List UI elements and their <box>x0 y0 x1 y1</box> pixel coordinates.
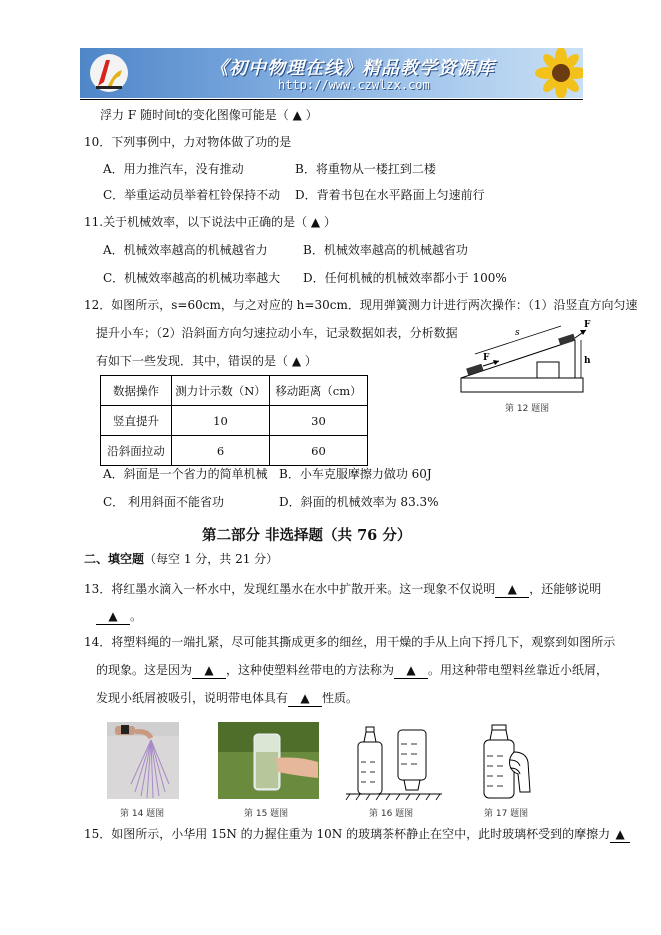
q13-text: 13．将红墨水滴入一杯水中，发现红墨水在水中扩散开来。这一现象不仅说明 <box>84 582 496 596</box>
q12-stem-2: 提升小车；（2）沿斜面方向匀速拉动小车，记录数据如表，分析数据 <box>96 326 458 340</box>
fig12-f-bottom-label: F <box>483 353 490 363</box>
q14-text: 。用这种带电塑料丝靠近小纸屑， <box>428 663 609 677</box>
figure-15-photo <box>218 722 319 799</box>
figure-16-caption: 第 16 题图 <box>369 809 414 819</box>
q14-blank-2[interactable]: ▲ <box>394 662 428 679</box>
q11-option-b: B．机械效率越高的机械越省功 <box>303 243 468 257</box>
table-row <box>101 436 368 466</box>
q14-text: 性质。 <box>322 691 359 705</box>
figure-16-bottles <box>344 722 444 802</box>
q10-stem: 10．下列事例中，力对物体做了功的是 <box>84 135 292 149</box>
q14-blank-3[interactable]: ▲ <box>288 690 322 707</box>
section-two-title: 二、填空题 <box>84 552 145 566</box>
figure-14-photo <box>107 722 179 799</box>
q11-option-a: A．机械效率越高的机械越省力 <box>103 243 268 257</box>
header-rule <box>80 99 583 100</box>
table-cell: 沿斜面拉动 <box>101 436 172 466</box>
banner-url: http://www.czwlzx.com <box>278 78 430 92</box>
fig12-f-top-label: F <box>584 320 591 330</box>
figure-17-caption: 第 17 题图 <box>484 809 529 819</box>
table-row <box>101 406 368 436</box>
figure-15-caption: 第 15 题图 <box>244 809 289 819</box>
q11-stem: 11.关于机械效率，以下说法中正确的是（ ▲ ） <box>84 215 336 229</box>
table-cell: 60 <box>270 436 368 466</box>
figure-17-bottle <box>476 722 536 802</box>
figure-12-caption: 第 12 题图 <box>505 404 550 414</box>
q14-text: 发现小纸屑被吸引，说明带电体具有 <box>96 691 289 705</box>
q12-option-c: C． 利用斜面不能省功 <box>103 495 224 509</box>
fig12-s-label: s <box>515 328 520 338</box>
table-cell: 30 <box>270 406 368 436</box>
table-cell: 10 <box>172 406 270 436</box>
banner-title: 《初中物理在线》精品教学资源库 <box>210 58 495 79</box>
q14-line-2 <box>96 662 608 679</box>
q12-stem-1: 12．如图所示，s=60cm，与之对应的 h=30cm．现用弹簧测力计进行两次操作：（1）沿竖直方向匀速 <box>84 298 638 312</box>
q14-line-1: 14．将塑料绳的一端扎紧，尽可能其撕成更多的细丝，用干燥的手从上向下捋几下，观察到如图所示 <box>84 635 616 649</box>
section-two-points: （每空 1 分，共 21 分） <box>144 552 279 566</box>
sunflower-icon <box>523 48 583 98</box>
table-cell: 竖直提升 <box>101 406 172 436</box>
q15-text: 15．如图所示，小华用 15N 的力握住重为 10N 的玻璃茶杯静止在空中，此时玻璃杯受到的摩擦力 <box>84 827 611 841</box>
header-banner <box>80 48 583 98</box>
q13-line-2 <box>96 608 142 625</box>
q15-blank-1[interactable]: ▲ <box>610 826 630 843</box>
part-two-heading: 第二部分 非选择题（共 76 分） <box>202 527 412 544</box>
q11-option-d: D．任何机械的机械效率都小于 100% <box>303 271 507 285</box>
figure-12-incline <box>453 318 593 408</box>
q10-option-b: B．将重物从一楼扛到二楼 <box>295 162 436 176</box>
q14-line-3 <box>96 690 358 707</box>
q12-stem-3: 有如下一些发现．其中，错误的是（ ▲ ） <box>96 354 317 368</box>
q10-option-d: D．背着书包在水平路面上匀速前行 <box>295 188 485 202</box>
q13-blank-2[interactable]: ▲ <box>96 608 130 625</box>
q13-line-1 <box>84 581 601 598</box>
q14-text: ，这种使塑料丝带电的方法称为 <box>226 663 395 677</box>
table-header: 移动距离（cm） <box>270 376 368 406</box>
q12-option-b: B．小车克服摩擦力做功 60J <box>279 467 432 481</box>
q14-text: 的现象。这是因为 <box>96 663 193 677</box>
q10-option-a: A．用力推汽车，没有推动 <box>103 162 244 176</box>
q13-text: ，还能够说明 <box>529 582 602 596</box>
section-two-heading <box>84 551 278 567</box>
q12-option-a: A．斜面是一个省力的简单机械 <box>103 467 268 481</box>
q12-option-d: D．斜面的机械效率为 83.3% <box>279 495 439 509</box>
q15-line-1 <box>84 826 630 843</box>
table-header: 测力计示数（N） <box>172 376 270 406</box>
q13-text: 。 <box>130 609 143 623</box>
q12-data-table <box>100 375 368 466</box>
q14-blank-1[interactable]: ▲ <box>192 662 226 679</box>
figure-14-caption: 第 14 题图 <box>120 809 165 819</box>
table-cell: 6 <box>172 436 270 466</box>
q11-option-c: C．机械效率越高的机械功率越大 <box>103 271 281 285</box>
q10-option-c: C．举重运动员举着杠铃保持不动 <box>103 188 281 202</box>
fig12-h-label: h <box>584 356 591 366</box>
q13-blank-1[interactable]: ▲ <box>495 581 529 598</box>
q9-tail: 浮力 F 随时间t的变化图像可能是（ ▲ ） <box>100 108 318 122</box>
logo-icon <box>88 52 130 94</box>
table-header: 数据操作 <box>101 376 172 406</box>
